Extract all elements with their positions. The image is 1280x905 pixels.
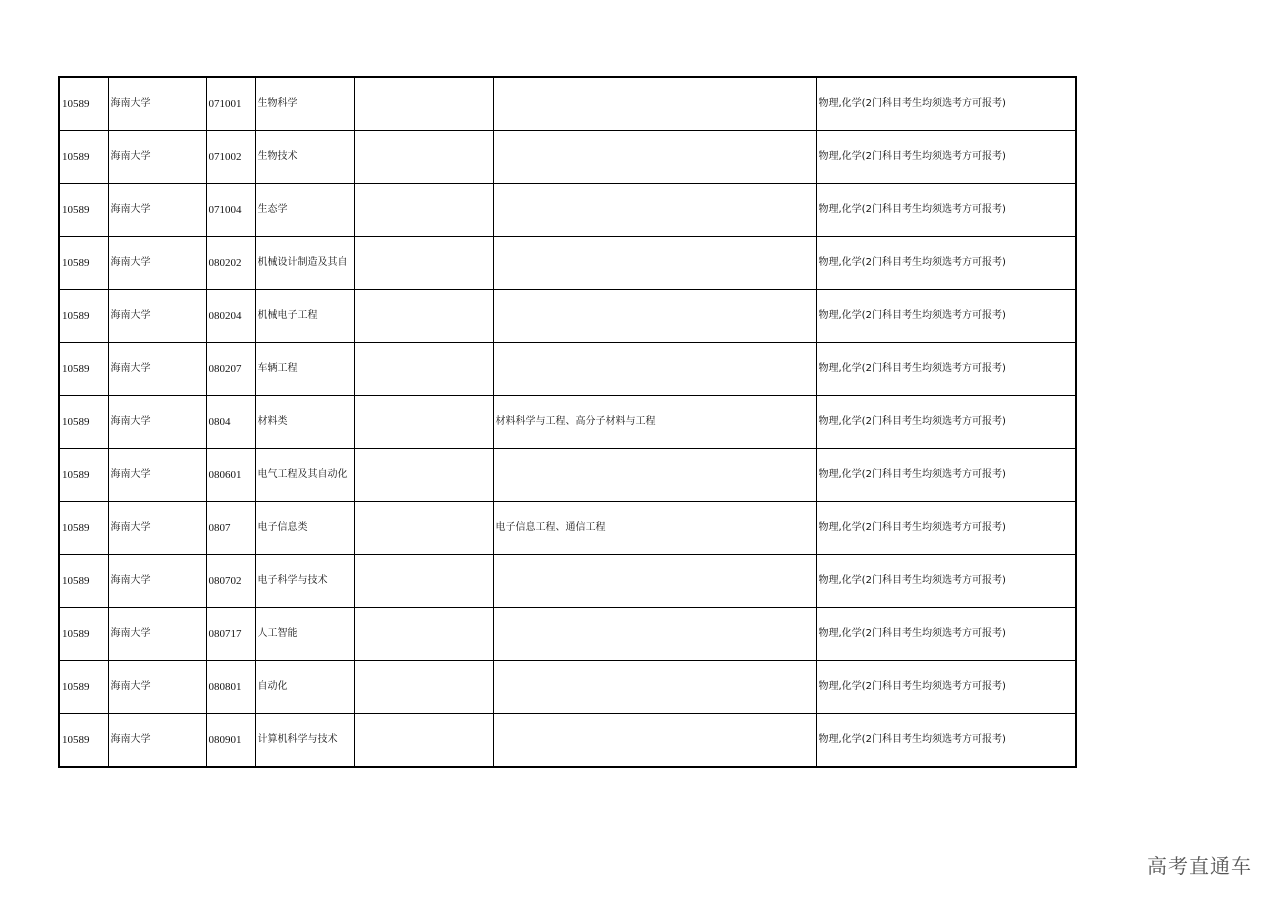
empty-cell — [354, 449, 493, 502]
included-majors-cell — [493, 343, 816, 396]
major-name-cell: 车辆工程 — [255, 343, 354, 396]
table-row — [59, 396, 1076, 449]
empty-cell — [354, 502, 493, 555]
table-row — [59, 555, 1076, 608]
school-code-cell: 10589 — [59, 714, 108, 768]
major-code-cell: 071001 — [206, 77, 255, 131]
subject-requirement-cell: 物理,化学(2门科目考生均须选考方可报考) — [816, 237, 1076, 290]
empty-cell — [354, 131, 493, 184]
school-code-cell: 10589 — [59, 449, 108, 502]
school-name-cell: 海南大学 — [108, 661, 206, 714]
empty-cell — [354, 237, 493, 290]
school-name-cell: 海南大学 — [108, 237, 206, 290]
major-name-cell: 生物科学 — [255, 77, 354, 131]
school-code-cell: 10589 — [59, 343, 108, 396]
major-name-cell: 生物技术 — [255, 131, 354, 184]
major-name-cell: 电气工程及其自动化 — [255, 449, 354, 502]
included-majors-cell — [493, 290, 816, 343]
school-code-cell: 10589 — [59, 184, 108, 237]
included-majors-cell — [493, 449, 816, 502]
school-name-cell: 海南大学 — [108, 184, 206, 237]
school-code-cell: 10589 — [59, 396, 108, 449]
school-code-cell: 10589 — [59, 237, 108, 290]
major-name-cell: 电子科学与技术 — [255, 555, 354, 608]
table-row — [59, 449, 1076, 502]
major-code-cell: 080901 — [206, 714, 255, 768]
empty-cell — [354, 343, 493, 396]
major-code-cell: 080801 — [206, 661, 255, 714]
major-code-cell: 0804 — [206, 396, 255, 449]
school-name-cell: 海南大学 — [108, 555, 206, 608]
major-code-cell: 080204 — [206, 290, 255, 343]
school-code-cell: 10589 — [59, 77, 108, 131]
table-row — [59, 184, 1076, 237]
major-code-cell: 071002 — [206, 131, 255, 184]
included-majors-cell: 电子信息工程、通信工程 — [493, 502, 816, 555]
table-row — [59, 661, 1076, 714]
table-row — [59, 77, 1076, 131]
empty-cell — [354, 661, 493, 714]
major-name-cell: 自动化 — [255, 661, 354, 714]
empty-cell — [354, 608, 493, 661]
subject-requirement-cell: 物理,化学(2门科目考生均须选考方可报考) — [816, 661, 1076, 714]
major-code-cell: 071004 — [206, 184, 255, 237]
major-name-cell: 生态学 — [255, 184, 354, 237]
subject-requirement-cell: 物理,化学(2门科目考生均须选考方可报考) — [816, 714, 1076, 768]
subject-requirement-cell: 物理,化学(2门科目考生均须选考方可报考) — [816, 396, 1076, 449]
subject-requirements-table — [58, 76, 1077, 768]
major-code-cell: 080702 — [206, 555, 255, 608]
subject-requirement-cell: 物理,化学(2门科目考生均须选考方可报考) — [816, 290, 1076, 343]
school-name-cell: 海南大学 — [108, 449, 206, 502]
subject-requirement-cell: 物理,化学(2门科目考生均须选考方可报考) — [816, 555, 1076, 608]
major-code-cell: 080601 — [206, 449, 255, 502]
school-name-cell: 海南大学 — [108, 714, 206, 768]
table-body — [59, 77, 1076, 767]
table-row — [59, 237, 1076, 290]
school-name-cell: 海南大学 — [108, 77, 206, 131]
school-code-cell: 10589 — [59, 661, 108, 714]
included-majors-cell — [493, 237, 816, 290]
major-code-cell: 080207 — [206, 343, 255, 396]
school-name-cell: 海南大学 — [108, 290, 206, 343]
included-majors-cell — [493, 661, 816, 714]
subject-requirement-cell: 物理,化学(2门科目考生均须选考方可报考) — [816, 502, 1076, 555]
school-code-cell: 10589 — [59, 608, 108, 661]
major-code-cell: 0807 — [206, 502, 255, 555]
school-code-cell: 10589 — [59, 131, 108, 184]
major-name-cell: 计算机科学与技术 — [255, 714, 354, 768]
subject-requirement-cell: 物理,化学(2门科目考生均须选考方可报考) — [816, 184, 1076, 237]
school-name-cell: 海南大学 — [108, 131, 206, 184]
empty-cell — [354, 714, 493, 768]
table-row — [59, 714, 1076, 768]
table-row — [59, 608, 1076, 661]
school-code-cell: 10589 — [59, 502, 108, 555]
table-row — [59, 343, 1076, 396]
subject-requirement-cell: 物理,化学(2门科目考生均须选考方可报考) — [816, 77, 1076, 131]
major-name-cell: 电子信息类 — [255, 502, 354, 555]
subject-requirement-cell: 物理,化学(2门科目考生均须选考方可报考) — [816, 131, 1076, 184]
subject-requirement-cell: 物理,化学(2门科目考生均须选考方可报考) — [816, 608, 1076, 661]
school-code-cell: 10589 — [59, 555, 108, 608]
subject-requirement-cell: 物理,化学(2门科目考生均须选考方可报考) — [816, 343, 1076, 396]
major-code-cell: 080202 — [206, 237, 255, 290]
school-name-cell: 海南大学 — [108, 343, 206, 396]
empty-cell — [354, 555, 493, 608]
empty-cell — [354, 184, 493, 237]
included-majors-cell — [493, 555, 816, 608]
major-name-cell: 人工智能 — [255, 608, 354, 661]
subject-requirement-cell: 物理,化学(2门科目考生均须选考方可报考) — [816, 449, 1076, 502]
included-majors-cell — [493, 131, 816, 184]
empty-cell — [354, 77, 493, 131]
watermark-text: 高考直通车 — [1147, 854, 1252, 878]
empty-cell — [354, 396, 493, 449]
table-row — [59, 290, 1076, 343]
table-row — [59, 502, 1076, 555]
included-majors-cell — [493, 608, 816, 661]
major-code-cell: 080717 — [206, 608, 255, 661]
included-majors-cell — [493, 77, 816, 131]
included-majors-cell — [493, 184, 816, 237]
document-sheet — [58, 76, 1075, 768]
school-name-cell: 海南大学 — [108, 396, 206, 449]
school-name-cell: 海南大学 — [108, 502, 206, 555]
included-majors-cell: 材料科学与工程、高分子材料与工程 — [493, 396, 816, 449]
major-name-cell: 材料类 — [255, 396, 354, 449]
empty-cell — [354, 290, 493, 343]
school-code-cell: 10589 — [59, 290, 108, 343]
table-row — [59, 131, 1076, 184]
school-name-cell: 海南大学 — [108, 608, 206, 661]
major-name-cell: 机械电子工程 — [255, 290, 354, 343]
included-majors-cell — [493, 714, 816, 768]
major-name-cell: 机械设计制造及其自 — [255, 237, 354, 290]
